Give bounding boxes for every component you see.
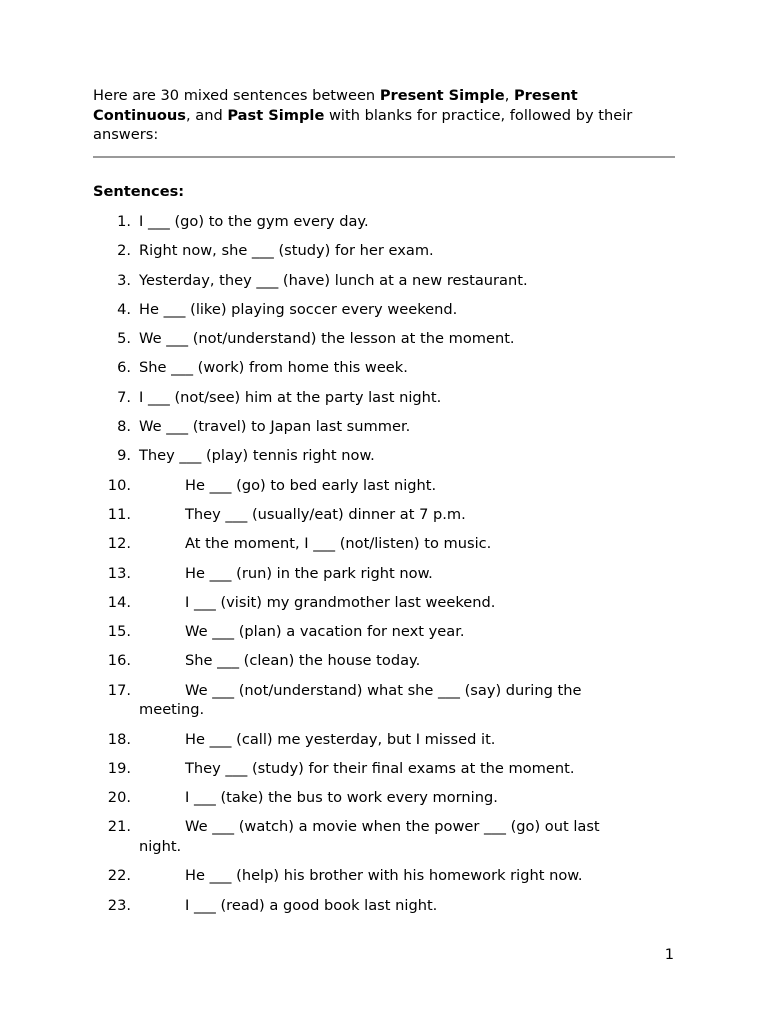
item-text: We ___ (not/understand) what she ___ (say) during the meeting. bbox=[139, 681, 582, 719]
list-item bbox=[0, 817, 768, 856]
intro-bold-present-continuous: Present Continuous bbox=[93, 87, 578, 124]
list-item bbox=[0, 896, 768, 916]
item-text: We ___ (not/understand) the lesson at the moment. bbox=[139, 330, 515, 348]
intro-bold-present-simple: Present Simple bbox=[379, 87, 505, 104]
item-number: 4. bbox=[117, 300, 131, 318]
item-text: They ___ (play) tennis right now. bbox=[139, 447, 375, 465]
intro-text-3: , and bbox=[186, 106, 228, 124]
item-text: He ___ (call) me yesterday, but I missed it. bbox=[185, 730, 496, 748]
list-item bbox=[0, 358, 768, 378]
item-text: I ___ (take) the bus to work every morning. bbox=[185, 789, 498, 807]
item-number: 9. bbox=[117, 447, 131, 465]
item-text: I ___ (go) to the gym every day. bbox=[139, 213, 369, 230]
intro-paragraph bbox=[93, 86, 678, 145]
item-text: They ___ (usually/eat) dinner at 7 p.m. bbox=[185, 505, 466, 523]
item-number: 23. bbox=[107, 896, 131, 914]
item-text: We ___ (watch) a movie when the power ___ (go) out last night. bbox=[139, 818, 600, 855]
item-text: Yesterday, they ___ (have) lunch at a new restaurant. bbox=[139, 271, 528, 289]
page-number: 1 bbox=[664, 946, 674, 963]
item-number: 19. bbox=[107, 759, 131, 777]
horizontal-divider bbox=[93, 156, 675, 158]
item-number: 21. bbox=[107, 818, 131, 836]
list-item bbox=[0, 241, 768, 261]
list-item bbox=[0, 329, 768, 349]
item-text: At the moment, I ___ (not/listen) to music. bbox=[185, 535, 492, 553]
item-number: 3. bbox=[117, 271, 131, 289]
list-item bbox=[0, 866, 768, 886]
item-text: We ___ (travel) to Japan last summer. bbox=[139, 418, 411, 436]
item-number: 7. bbox=[117, 388, 131, 406]
list-item bbox=[0, 534, 768, 554]
item-text: Right now, she ___ (study) for her exam. bbox=[139, 242, 434, 260]
item-text: They ___ (study) for their final exams at the moment. bbox=[185, 759, 575, 777]
list-item bbox=[0, 476, 768, 496]
item-number: 16. bbox=[107, 652, 131, 670]
list-item bbox=[0, 681, 768, 720]
item-number: 20. bbox=[107, 789, 131, 807]
intro-text-2: , bbox=[504, 87, 514, 104]
list-item bbox=[0, 622, 768, 642]
item-number: 18. bbox=[107, 730, 131, 748]
intro-bold-past-simple: Past Simple bbox=[227, 106, 325, 124]
intro-text-4: with blanks for practice, followed by their answers: bbox=[93, 106, 633, 143]
sentence-list bbox=[0, 212, 768, 925]
list-item bbox=[0, 651, 768, 671]
list-item bbox=[0, 271, 768, 291]
list-item bbox=[0, 446, 768, 466]
list-item bbox=[0, 300, 768, 320]
item-number: 22. bbox=[107, 867, 131, 885]
item-number: 17. bbox=[107, 681, 131, 699]
list-item bbox=[0, 564, 768, 584]
item-text: He ___ (run) in the park right now. bbox=[185, 564, 433, 582]
list-item bbox=[0, 388, 768, 408]
list-item bbox=[0, 788, 768, 808]
intro-text-1: Here are 30 mixed sentences between bbox=[93, 87, 380, 104]
item-text: I ___ (not/see) him at the party last night. bbox=[139, 388, 442, 406]
item-number: 11. bbox=[107, 505, 131, 523]
item-number: 2. bbox=[117, 242, 131, 260]
list-item bbox=[0, 593, 768, 613]
item-text: She ___ (work) from home this week. bbox=[139, 359, 408, 377]
item-number: 13. bbox=[107, 564, 131, 582]
item-number: 14. bbox=[107, 593, 131, 611]
item-number: 5. bbox=[117, 330, 131, 348]
list-item bbox=[0, 505, 768, 525]
item-number: 15. bbox=[107, 623, 131, 641]
item-text: He ___ (like) playing soccer every weekend. bbox=[139, 300, 458, 318]
item-number: 12. bbox=[107, 535, 131, 553]
item-text: We ___ (plan) a vacation for next year. bbox=[185, 623, 465, 641]
item-text: I ___ (read) a good book last night. bbox=[185, 896, 438, 914]
item-text: He ___ (go) to bed early last night. bbox=[185, 476, 437, 494]
list-item bbox=[0, 417, 768, 437]
item-text: I ___ (visit) my grandmother last weekend. bbox=[185, 593, 496, 611]
item-number: 6. bbox=[117, 359, 131, 377]
item-text: She ___ (clean) the house today. bbox=[185, 652, 421, 670]
list-item bbox=[0, 212, 768, 232]
item-number: 1. bbox=[117, 213, 131, 230]
sentences-heading: Sentences: bbox=[93, 183, 185, 200]
item-number: 10. bbox=[107, 476, 131, 494]
list-item bbox=[0, 730, 768, 750]
list-item bbox=[0, 759, 768, 779]
item-text: He ___ (help) his brother with his homework right now. bbox=[185, 867, 583, 885]
item-number: 8. bbox=[117, 418, 131, 436]
